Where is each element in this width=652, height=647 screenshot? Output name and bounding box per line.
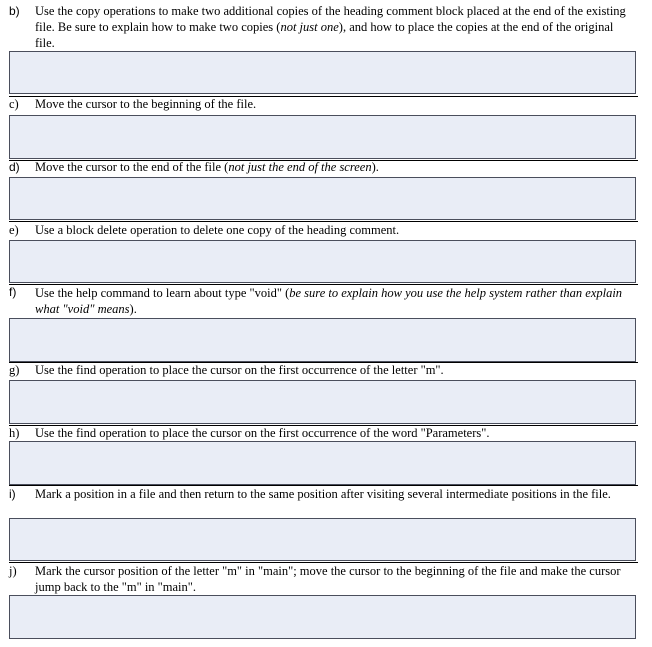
question-label: j) — [9, 564, 17, 578]
question-text-emphasis: be sure to explain how you use the help system rather than explain what "void" means — [35, 286, 623, 316]
answer-box-e[interactable] — [9, 240, 636, 283]
question-text-emphasis: not just the end of the screen — [228, 160, 372, 174]
question-text-part: ). — [129, 302, 137, 316]
answer-box-i[interactable] — [9, 518, 636, 561]
question-text: Use the find operation to place the cursor on the first occurrence of the word "Parameters". — [35, 426, 490, 440]
question-text: Use a block delete operation to delete one copy of the heading comment. — [35, 223, 400, 237]
answer-box-j[interactable] — [9, 595, 636, 639]
question-text: Mark the cursor position of the letter "m" in "main"; move the cursor to the beginning of the file and make the cursor jump back to the "m" in "main". — [35, 564, 621, 594]
question-label: e) — [9, 223, 19, 237]
question-text-part: ), and how to place the copies at the end of the original file. — [35, 20, 614, 50]
answer-box-h[interactable] — [9, 441, 636, 485]
question-label: g) — [9, 363, 20, 377]
question-text-part: ). — [371, 160, 379, 174]
question-text — [35, 3, 635, 51]
answer-box-f[interactable] — [9, 318, 636, 362]
question-label: i) — [9, 487, 16, 501]
question-label: d) — [9, 160, 20, 174]
question-text: Move the cursor to the beginning of the file. — [35, 97, 257, 111]
question-text-part: Move the cursor to the end of the file ( — [35, 160, 229, 174]
answer-box-b[interactable] — [9, 51, 636, 94]
question-text: Mark a position in a file and then return to the same position after visiting several intermediate positions in the file. — [35, 487, 611, 501]
question-text — [35, 159, 635, 175]
question-text-part: Use the copy operations to make two additional copies of the heading comment block placed at the end of the existing file. Be sure to explain how to make two copies ( — [35, 4, 626, 34]
question-text: Use the find operation to place the cursor on the first occurrence of the letter "m". — [35, 363, 444, 377]
question-text — [35, 285, 627, 317]
question-label: b) — [9, 4, 20, 18]
question-label: c) — [9, 97, 19, 111]
question-label: h) — [9, 426, 20, 440]
answer-box-d[interactable] — [9, 177, 636, 220]
question-text-part: Use the help command to learn about type "void" ( — [35, 286, 290, 300]
question-label: f) — [9, 285, 17, 299]
answer-box-g[interactable] — [9, 380, 636, 424]
question-text-emphasis: not just one — [280, 20, 339, 34]
answer-box-c[interactable] — [9, 115, 636, 159]
